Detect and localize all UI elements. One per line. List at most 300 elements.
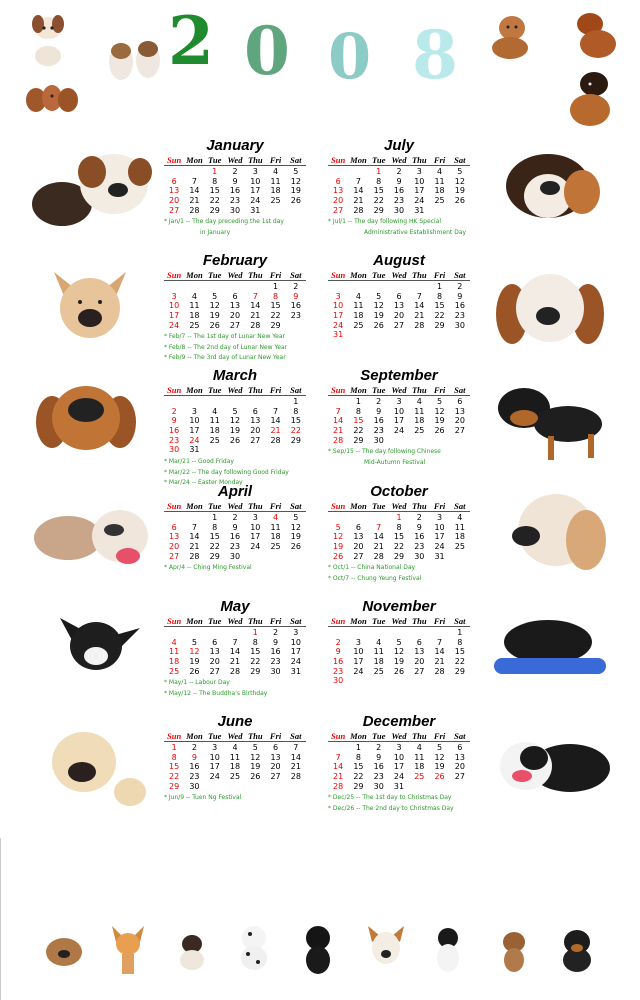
day-cell: 2 [376, 397, 382, 406]
day-cell: 3 [293, 628, 299, 637]
weekday-label: Wed [391, 155, 407, 165]
day-cell: 7 [376, 522, 382, 532]
empty-cell [164, 628, 184, 638]
day-cell: 18 [373, 657, 384, 667]
day-cell: 1 [376, 167, 382, 176]
day-cell: 5 [437, 743, 443, 752]
empty-cell [409, 628, 429, 638]
day-cell: 2 [232, 167, 238, 176]
weekday-label: Mon [350, 270, 367, 280]
weekday-label: Mon [350, 731, 367, 741]
puppy-photo [44, 262, 136, 354]
day-cell: 14 [333, 762, 344, 772]
day-cell: 8 [355, 406, 361, 416]
day-cell: 4 [273, 167, 279, 176]
day-grid [328, 282, 470, 340]
day-cell: 3 [252, 167, 258, 176]
day-cell: 27 [250, 435, 261, 445]
day-cell: 24 [290, 657, 301, 667]
day-cell: 12 [189, 647, 200, 657]
puppy-photo [484, 610, 614, 686]
holiday-note: Mid-Autumn Festival [364, 458, 426, 466]
day-cell: 21 [373, 542, 384, 552]
year-digit: 8 [412, 16, 458, 94]
day-cell: 12 [434, 406, 445, 416]
month-title: April [217, 483, 253, 500]
day-cell: 8 [293, 406, 299, 416]
day-grid [164, 167, 306, 215]
month-title: February [202, 252, 268, 269]
day-cell: 23 [189, 772, 200, 782]
day-cell: 21 [434, 657, 445, 667]
day-cell: 22 [290, 426, 301, 436]
day-cell: 26 [250, 772, 261, 782]
day-cell: 2 [335, 637, 341, 647]
empty-cell [164, 167, 184, 177]
weekday-label: Fri [433, 501, 446, 511]
day-cell: 6 [232, 291, 238, 301]
day-cell: 23 [393, 196, 405, 206]
day-cell: 17 [434, 532, 445, 542]
day-cell: 22 [209, 196, 220, 206]
day-cell: 20 [169, 542, 180, 552]
day-cell: 13 [414, 647, 425, 657]
month-title: July [383, 137, 414, 154]
day-cell: 13 [250, 416, 261, 426]
day-cell: 16 [290, 301, 301, 311]
day-cell: 3 [191, 406, 197, 416]
month-title: December [362, 713, 436, 730]
weekday-label: Fri [269, 501, 282, 511]
weekday-label: Sun [331, 155, 346, 165]
day-grid [328, 628, 470, 686]
day-cell: 4 [416, 397, 422, 406]
weekday-label: Tue [208, 731, 222, 741]
day-cell: 19 [290, 532, 301, 542]
day-cell: 18 [414, 416, 425, 426]
weekday-label: Wed [391, 385, 407, 395]
day-cell: 28 [333, 435, 344, 445]
weekday-label: Sat [454, 385, 466, 395]
day-cell: 26 [290, 196, 301, 206]
day-cell: 13 [209, 647, 220, 657]
month-title: March [212, 367, 258, 384]
day-grid [164, 282, 306, 330]
weekday-label: Wed [227, 155, 243, 165]
weekday-header [328, 385, 470, 396]
day-cell: 14 [189, 186, 200, 196]
empty-cell [205, 628, 225, 638]
day-cell: 24 [393, 772, 405, 782]
day-cell: 11 [209, 416, 220, 426]
month-title: August [373, 252, 425, 269]
weekday-label: Tue [372, 270, 386, 280]
day-cell: 9 [335, 647, 341, 657]
weekday-label: Mon [186, 501, 203, 511]
weekday-label: Fri [269, 385, 282, 395]
day-cell: 16 [169, 426, 180, 436]
day-cell: 24 [414, 196, 425, 206]
day-cell: 19 [250, 762, 261, 772]
day-cell: 6 [273, 743, 279, 752]
empty-cell [164, 513, 184, 523]
day-cell: 23 [290, 311, 301, 321]
weekday-label: Tue [208, 501, 222, 511]
day-cell: 25 [189, 320, 200, 330]
empty-cell [164, 282, 184, 292]
month-may [164, 598, 306, 699]
day-cell: 27 [353, 551, 364, 561]
day-cell: 7 [335, 752, 341, 762]
day-cell: 17 [250, 532, 261, 542]
day-cell: 10 [250, 176, 261, 186]
day-cell: 23 [454, 311, 465, 321]
day-cell: 18 [434, 186, 445, 196]
weekday-label: Wed [391, 616, 407, 626]
day-cell: 4 [355, 291, 361, 301]
day-cell: 30 [414, 551, 425, 561]
day-cell: 15 [270, 301, 281, 311]
day-cell: 27 [209, 666, 220, 676]
day-cell: 27 [393, 320, 405, 330]
weekday-label: Wed [227, 731, 243, 741]
day-cell: 2 [191, 743, 197, 752]
day-cell: 26 [290, 542, 301, 552]
day-cell: 7 [252, 291, 258, 301]
weekday-label: Wed [227, 616, 243, 626]
weekday-label: Sat [454, 270, 466, 280]
weekday-label: Sun [167, 155, 182, 165]
day-cell: 8 [273, 291, 279, 301]
day-cell: 28 [414, 320, 425, 330]
day-cell: 30 [373, 435, 384, 445]
holiday-notes [328, 217, 470, 238]
day-cell: 7 [191, 176, 197, 186]
day-cell: 29 [209, 205, 220, 215]
day-cell: 1 [252, 628, 258, 637]
day-grid [164, 397, 306, 455]
day-cell: 6 [335, 176, 341, 186]
empty-cell [164, 397, 184, 407]
day-cell: 31 [434, 551, 445, 561]
day-cell: 10 [250, 522, 261, 532]
holiday-notes [164, 332, 306, 364]
weekday-label: Tue [372, 616, 386, 626]
day-cell: 14 [434, 647, 445, 657]
day-cell: 21 [229, 657, 241, 667]
day-cell: 17 [169, 311, 180, 321]
weekday-label: Sun [167, 270, 182, 280]
day-cell: 1 [457, 628, 463, 637]
day-cell: 18 [270, 532, 281, 542]
day-cell: 6 [171, 522, 177, 532]
day-cell: 31 [414, 205, 425, 215]
holiday-note: * Feb/9 -- The 3rd day of Lunar New Year [164, 354, 286, 362]
empty-cell [369, 513, 389, 523]
day-cell: 22 [169, 772, 180, 782]
day-cell: 2 [232, 513, 238, 522]
day-cell: 20 [414, 657, 425, 667]
day-cell: 4 [273, 513, 279, 522]
month-october [328, 483, 470, 584]
day-cell: 21 [353, 196, 364, 206]
weekday-label: Mon [350, 616, 367, 626]
day-cell: 28 [189, 205, 200, 215]
day-cell: 18 [189, 311, 200, 321]
day-cell: 26 [454, 196, 465, 206]
weekday-label: Mon [186, 385, 203, 395]
month-january [164, 137, 306, 238]
day-cell: 31 [333, 330, 344, 340]
month-september [328, 367, 470, 468]
weekday-label: Wed [227, 385, 243, 395]
day-cell: 1 [212, 167, 218, 176]
day-cell: 25 [353, 320, 364, 330]
day-cell: 2 [416, 513, 422, 522]
weekday-label: Mon [186, 155, 203, 165]
day-cell: 11 [414, 406, 425, 416]
day-cell: 29 [169, 781, 180, 791]
holiday-notes [328, 447, 470, 468]
day-cell: 27 [333, 205, 344, 215]
day-cell: 17 [189, 426, 200, 436]
day-cell: 24 [189, 435, 200, 445]
day-cell: 12 [333, 532, 344, 542]
day-cell: 11 [353, 301, 364, 311]
month-february [164, 252, 306, 364]
holiday-notes [164, 678, 306, 699]
day-cell: 16 [229, 186, 241, 196]
day-cell: 15 [209, 532, 220, 542]
weekday-label: Sun [331, 270, 346, 280]
empty-cell [389, 628, 409, 638]
day-cell: 7 [416, 291, 422, 301]
holiday-note: * Feb/7 -- The 1st day of Lunar New Year [164, 333, 286, 341]
weekday-label: Tue [372, 501, 386, 511]
day-cell: 2 [171, 406, 177, 416]
empty-cell [205, 397, 225, 407]
day-cell: 8 [355, 752, 361, 762]
empty-cell [184, 628, 204, 638]
day-cell: 24 [209, 772, 220, 782]
day-cell: 26 [434, 772, 445, 782]
weekday-label: Thu [411, 501, 427, 511]
day-cell: 8 [437, 291, 443, 301]
weekday-label: Sat [454, 616, 466, 626]
weekday-label: Fri [269, 270, 282, 280]
month-march [164, 367, 306, 489]
day-cell: 26 [434, 426, 445, 436]
day-cell: 9 [293, 291, 299, 301]
day-grid [328, 513, 470, 561]
day-cell: 9 [376, 752, 382, 762]
day-cell: 14 [270, 416, 281, 426]
day-cell: 18 [229, 762, 241, 772]
day-cell: 10 [414, 176, 425, 186]
weekday-label: Thu [411, 385, 427, 395]
weekday-label: Sun [331, 501, 346, 511]
day-cell: 3 [396, 743, 402, 752]
day-cell: 19 [393, 657, 405, 667]
weekday-label: Mon [350, 385, 367, 395]
day-cell: 6 [457, 397, 463, 406]
weekday-header [328, 616, 470, 627]
day-grid [164, 513, 306, 561]
empty-cell [429, 628, 449, 638]
weekday-label: Thu [411, 155, 427, 165]
weekday-label: Thu [247, 731, 263, 741]
day-cell: 4 [437, 167, 443, 176]
puppy-photo [28, 500, 152, 576]
day-cell: 9 [191, 752, 197, 762]
day-cell: 21 [250, 311, 261, 321]
day-cell: 1 [293, 397, 299, 406]
weekday-header [164, 270, 306, 281]
day-cell: 24 [353, 666, 364, 676]
day-cell: 29 [353, 781, 364, 791]
day-cell: 9 [396, 176, 402, 186]
day-cell: 13 [454, 752, 465, 762]
holiday-note: * Apr/4 -- Ching Ming Festival [164, 564, 252, 572]
day-cell: 29 [353, 435, 364, 445]
day-cell: 7 [437, 637, 443, 647]
holiday-notes [164, 793, 306, 804]
empty-cell [328, 743, 348, 753]
day-cell: 20 [333, 196, 344, 206]
day-cell: 23 [229, 542, 241, 552]
day-cell: 27 [169, 551, 180, 561]
day-cell: 20 [229, 311, 241, 321]
day-cell: 30 [270, 666, 281, 676]
day-cell: 30 [454, 320, 465, 330]
day-cell: 7 [273, 406, 279, 416]
day-cell: 17 [333, 311, 344, 321]
weekday-label: Mon [350, 501, 367, 511]
day-cell: 13 [393, 301, 405, 311]
day-cell: 2 [376, 743, 382, 752]
day-cell: 5 [293, 167, 299, 176]
day-cell: 31 [290, 666, 301, 676]
day-cell: 13 [229, 301, 241, 311]
day-cell: 29 [454, 666, 465, 676]
day-cell: 1 [396, 513, 402, 522]
day-cell: 22 [250, 657, 261, 667]
day-cell: 21 [189, 542, 200, 552]
day-cell: 9 [232, 522, 238, 532]
day-cell: 25 [434, 196, 445, 206]
day-cell: 11 [270, 522, 281, 532]
day-cell: 29 [373, 205, 384, 215]
empty-cell [225, 282, 245, 292]
month-title: June [217, 713, 253, 730]
day-cell: 6 [396, 291, 402, 301]
day-cell: 24 [393, 426, 405, 436]
day-cell: 13 [353, 532, 364, 542]
day-cell: 25 [454, 542, 465, 552]
day-cell: 5 [293, 513, 299, 522]
holiday-note: * Oct/1 -- China National Day [328, 564, 416, 572]
day-cell: 22 [373, 196, 384, 206]
puppy-photo [300, 922, 336, 976]
weekday-label: Thu [411, 731, 427, 741]
holiday-notes [164, 563, 306, 574]
day-cell: 23 [169, 435, 180, 445]
day-cell: 4 [232, 743, 238, 752]
empty-cell [184, 397, 204, 407]
day-cell: 5 [191, 637, 197, 647]
puppy-photo [236, 922, 272, 972]
puppy-photo [486, 8, 538, 62]
day-cell: 11 [414, 752, 425, 762]
day-cell: 5 [232, 406, 238, 416]
day-cell: 25 [414, 426, 425, 436]
day-cell: 12 [393, 647, 405, 657]
day-cell: 28 [353, 205, 364, 215]
day-cell: 19 [189, 657, 200, 667]
empty-cell [245, 397, 265, 407]
holiday-note: * Jan/1 -- The day preceding the 1st day [164, 218, 284, 226]
holiday-note: * Oct/7 -- Chung Yeung Festival [328, 574, 422, 582]
day-cell: 24 [434, 542, 445, 552]
empty-cell [409, 282, 429, 292]
day-cell: 6 [171, 176, 177, 186]
day-cell: 14 [189, 532, 200, 542]
day-cell: 7 [232, 637, 238, 647]
day-cell: 27 [229, 320, 241, 330]
day-cell: 23 [373, 772, 384, 782]
puppy-photo [488, 378, 614, 464]
day-cell: 22 [209, 542, 220, 552]
day-cell: 5 [335, 522, 341, 532]
day-cell: 3 [171, 291, 177, 301]
day-cell: 10 [353, 647, 364, 657]
day-cell: 11 [229, 752, 241, 762]
day-cell: 7 [335, 406, 341, 416]
day-cell: 18 [353, 311, 364, 321]
empty-cell [369, 282, 389, 292]
month-title: September [360, 367, 438, 384]
weekday-label: Sat [290, 155, 302, 165]
day-cell: 16 [373, 416, 384, 426]
day-cell: 4 [376, 637, 382, 647]
day-cell: 3 [252, 513, 258, 522]
day-cell: 7 [355, 176, 361, 186]
weekday-label: Thu [247, 616, 263, 626]
day-grid [328, 743, 470, 791]
weekday-label: Fri [269, 155, 282, 165]
day-cell: 15 [454, 647, 465, 657]
day-cell: 2 [293, 282, 299, 291]
day-cell: 19 [209, 311, 220, 321]
day-cell: 11 [373, 647, 384, 657]
day-cell: 16 [333, 657, 344, 667]
holiday-note: * Mar/24 -- Easter Monday [164, 479, 243, 487]
weekday-header [164, 385, 306, 396]
day-cell: 9 [416, 522, 422, 532]
day-cell: 12 [434, 752, 445, 762]
day-cell: 14 [373, 532, 384, 542]
day-cell: 30 [189, 781, 200, 791]
holiday-note: * Dec/26 -- The 2nd day to Christmas Day [328, 804, 454, 812]
day-cell: 1 [437, 282, 443, 291]
day-cell: 17 [290, 647, 301, 657]
puppy-photo [26, 146, 154, 238]
day-cell: 9 [273, 637, 279, 647]
day-cell: 15 [393, 532, 405, 542]
day-cell: 31 [393, 781, 405, 791]
day-cell: 22 [434, 311, 445, 321]
holiday-note: in January [200, 228, 231, 236]
